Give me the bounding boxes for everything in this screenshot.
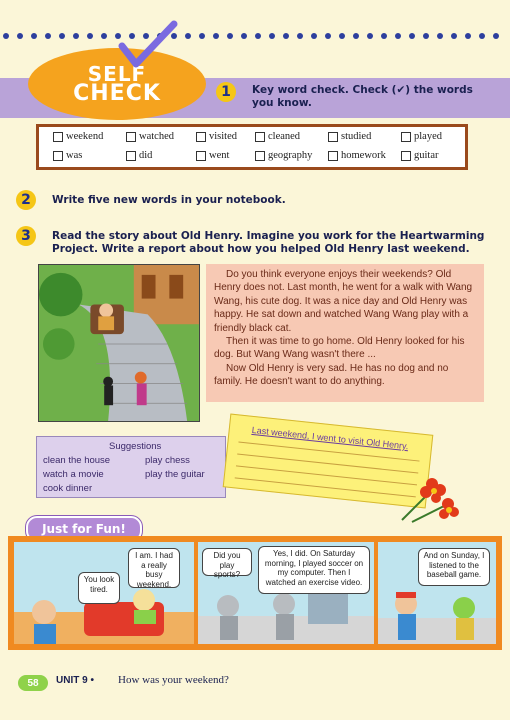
story-paragraph-1: Do you think everyone enjoys their weekends? Old Henry does not. Last month, he went for a walk with Wang Wang, his cute dog. It was a nice day and Old Henry was happy. He sat down and watched Wang Wang play with a friendly black cat. [214, 269, 473, 334]
page-number: 58 [18, 675, 48, 691]
checkbox[interactable] [126, 132, 136, 142]
checkbox[interactable] [53, 132, 63, 142]
unit-label [56, 675, 94, 686]
comic-panel-2 [198, 542, 374, 644]
unit-text: UNIT 9 [56, 675, 88, 686]
word-label: played [414, 131, 442, 142]
checkbox[interactable] [53, 151, 63, 161]
suggestion-item: cook dinner [43, 483, 93, 494]
comic-panel-3 [378, 542, 496, 644]
task-number-1: 1 [216, 82, 236, 102]
task-number-3: 3 [16, 226, 36, 246]
just-for-fun-badge: Just for Fun! [26, 516, 142, 542]
self-check-badge [28, 48, 206, 120]
word-checkbox[interactable] [126, 150, 152, 161]
checkbox[interactable] [255, 132, 265, 142]
word-label: did [139, 150, 153, 161]
report-heading: Last weekend, I went to visit Old Henry. [251, 424, 409, 452]
word-checkbox[interactable] [196, 150, 229, 161]
suggestion-item: watch a movie [43, 469, 104, 480]
word-label: studied [341, 131, 372, 142]
word-label: went [209, 150, 230, 161]
word-checkbox[interactable] [328, 131, 371, 142]
comic-panel-1 [14, 542, 194, 644]
task1-instruction [252, 84, 473, 110]
checkbox[interactable] [328, 132, 338, 142]
word-label: cleaned [268, 131, 301, 142]
task1-instruction-line1: Key word check. Check (✔) the words [252, 84, 473, 96]
word-label: homework [341, 150, 386, 161]
suggestion-item: clean the house [43, 455, 111, 466]
word-checkbox[interactable] [401, 131, 442, 142]
suggestions-box [36, 436, 226, 498]
task3-instruction-line1: Read the story about Old Henry. Imagine you work for the Heartwarming [52, 230, 485, 242]
checkbox[interactable] [328, 151, 338, 161]
word-label: watched [139, 131, 174, 142]
word-checkbox[interactable] [255, 150, 312, 161]
word-checkbox[interactable] [126, 131, 174, 142]
checkbox[interactable] [196, 132, 206, 142]
story-paragraph-2: Then it was time to go home. Old Henry looked for his dog. But Wang Wang wasn't there ... [214, 336, 465, 361]
speech-bubble: And on Sunday, I listened to the baseball game. [418, 548, 490, 586]
task2-instruction: Write five new words in your notebook. [52, 194, 286, 206]
word-label: weekend [66, 131, 104, 142]
speech-bubble: Did you play sports? [202, 548, 252, 576]
checkbox[interactable] [401, 151, 411, 161]
word-checkbox[interactable] [196, 131, 237, 142]
word-label: was [66, 150, 83, 161]
suggestion-item: play the guitar [145, 469, 205, 480]
check-word: CHECK [73, 81, 161, 106]
story-paragraph-3: Now Old Henry is very sad. He has no dog and no family. He doesn't want to do anything. [214, 362, 449, 388]
old-henry-illustration [38, 264, 200, 422]
writing-line [236, 465, 417, 485]
self-word: SELF [87, 62, 147, 86]
writing-line [235, 477, 416, 497]
speech-bubble: Yes, I did. On Saturday morning, I played soccer on my computer. Then I watched an exercise video. [258, 546, 370, 594]
check-mark-icon [118, 20, 178, 70]
flowers-icon [392, 470, 462, 526]
task3-instruction-line2: Project. Write a report about how you helped Old Henry last weekend. [52, 243, 470, 255]
word-label: visited [209, 131, 237, 142]
unit-title: How was your weekend? [118, 674, 229, 686]
suggestions-title: Suggestions [109, 441, 162, 452]
task-number-2: 2 [16, 190, 36, 210]
word-checkbox[interactable] [328, 150, 386, 161]
keyword-box [36, 124, 468, 170]
checkbox[interactable] [126, 151, 136, 161]
task1-instruction-line2: you know. [252, 97, 312, 109]
comic-strip [8, 536, 502, 650]
checkbox[interactable] [196, 151, 206, 161]
dotted-border [0, 30, 510, 42]
suggestion-item: play chess [145, 455, 190, 466]
checkbox[interactable] [401, 132, 411, 142]
word-label: guitar [414, 150, 439, 161]
word-checkbox[interactable] [401, 150, 439, 161]
speech-bubble: You look tired. [78, 572, 120, 604]
task3-instruction [52, 230, 484, 256]
bullet: • [90, 675, 94, 686]
word-label: geography [268, 150, 313, 161]
speech-bubble: I am. I had a really busy weekend. [128, 548, 180, 588]
story-text [206, 264, 484, 402]
checkbox[interactable] [255, 151, 265, 161]
word-checkbox[interactable] [53, 150, 82, 161]
word-checkbox[interactable] [255, 131, 300, 142]
word-checkbox[interactable] [53, 131, 103, 142]
